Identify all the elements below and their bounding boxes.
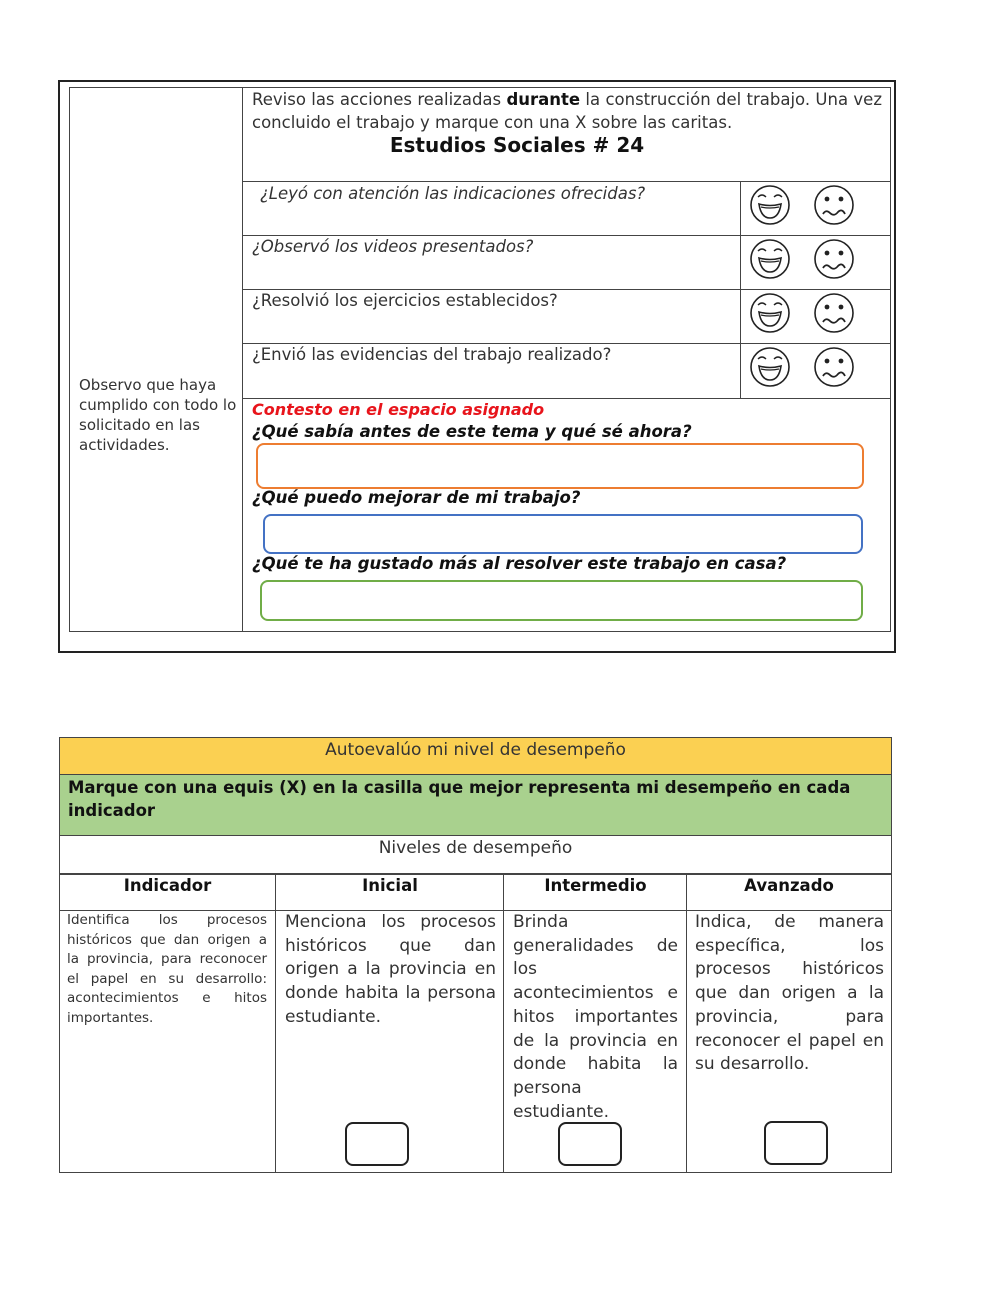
header-indicador: Indicador bbox=[59, 874, 276, 911]
happy-face-icon[interactable] bbox=[751, 348, 789, 386]
answer-box-2[interactable] bbox=[263, 514, 863, 554]
header-intermedio: Intermedio bbox=[504, 874, 687, 911]
answer-box-3[interactable] bbox=[260, 580, 863, 621]
criteria-text: Observo que haya cumplido con todo lo solicitado en las actividades. bbox=[79, 376, 237, 454]
rubric-instruction: Marque con una equis (X) en la casilla que mejor representa mi desempeño en cada indicador bbox=[59, 775, 892, 836]
indicator-text: Identifica los procesos históricos que dan origen a la provincia, para reconocer el papel en su desarrollo: acontecimientos e hitos importantes. bbox=[67, 912, 267, 1026]
sad-face-icon[interactable] bbox=[815, 348, 853, 386]
reflection-question-3: ¿Qué te ha gustado más al resolver este trabajo en casa? bbox=[252, 554, 787, 573]
reflection-question-2: ¿Qué puedo mejorar de mi trabajo? bbox=[252, 488, 581, 507]
inicial-text: Menciona los procesos históricos que dan origen a la provincia en donde habita la persona estudiante. bbox=[285, 912, 496, 1027]
header-inicial: Inicial bbox=[276, 874, 504, 911]
question-2: ¿Observó los videos presentados? bbox=[252, 237, 534, 256]
faces-column bbox=[746, 183, 876, 393]
page-title: Estudios Sociales # 24 bbox=[389, 133, 645, 157]
avanzado-checkbox[interactable] bbox=[764, 1121, 828, 1165]
levels-title: Niveles de desempeño bbox=[59, 836, 892, 874]
sad-face-icon[interactable] bbox=[815, 294, 853, 332]
sad-face-icon[interactable] bbox=[815, 186, 853, 224]
answer-label: Contesto en el espacio asignado bbox=[252, 400, 545, 419]
reflection-question-1: ¿Qué sabía antes de este tema y qué sé ahora? bbox=[252, 422, 692, 441]
sad-face-icon[interactable] bbox=[815, 240, 853, 278]
avanzado-text: Indica, de manera específica, los procesos históricos que dan origen a la provincia, para reconocer el papel en su desarrollo. bbox=[695, 912, 884, 1075]
instructions-text: Reviso las acciones realizadas durante la construcción del trabajo. Una vez concluido el trabajo y marque con una X sobre las caritas. bbox=[252, 90, 882, 132]
question-3: ¿Resolvió los ejercicios establecidos? bbox=[252, 291, 558, 310]
answer-box-1[interactable] bbox=[256, 443, 864, 489]
rubric-title: Autoevalúo mi nivel de desempeño bbox=[59, 737, 892, 775]
happy-face-icon[interactable] bbox=[751, 294, 789, 332]
inicial-checkbox[interactable] bbox=[345, 1122, 409, 1166]
header-avanzado: Avanzado bbox=[687, 874, 892, 911]
intermedio-text: Brinda generalidades de los acontecimientos e hitos importantes de la provincia en donde habita la persona estudiante. bbox=[513, 912, 678, 1122]
intermedio-checkbox[interactable] bbox=[558, 1122, 622, 1166]
question-4: ¿Envió las evidencias del trabajo realizado? bbox=[252, 345, 612, 364]
happy-face-icon[interactable] bbox=[751, 240, 789, 278]
question-1: ¿Leyó con atención las indicaciones ofrecidas? bbox=[260, 184, 646, 203]
happy-face-icon[interactable] bbox=[751, 186, 789, 224]
